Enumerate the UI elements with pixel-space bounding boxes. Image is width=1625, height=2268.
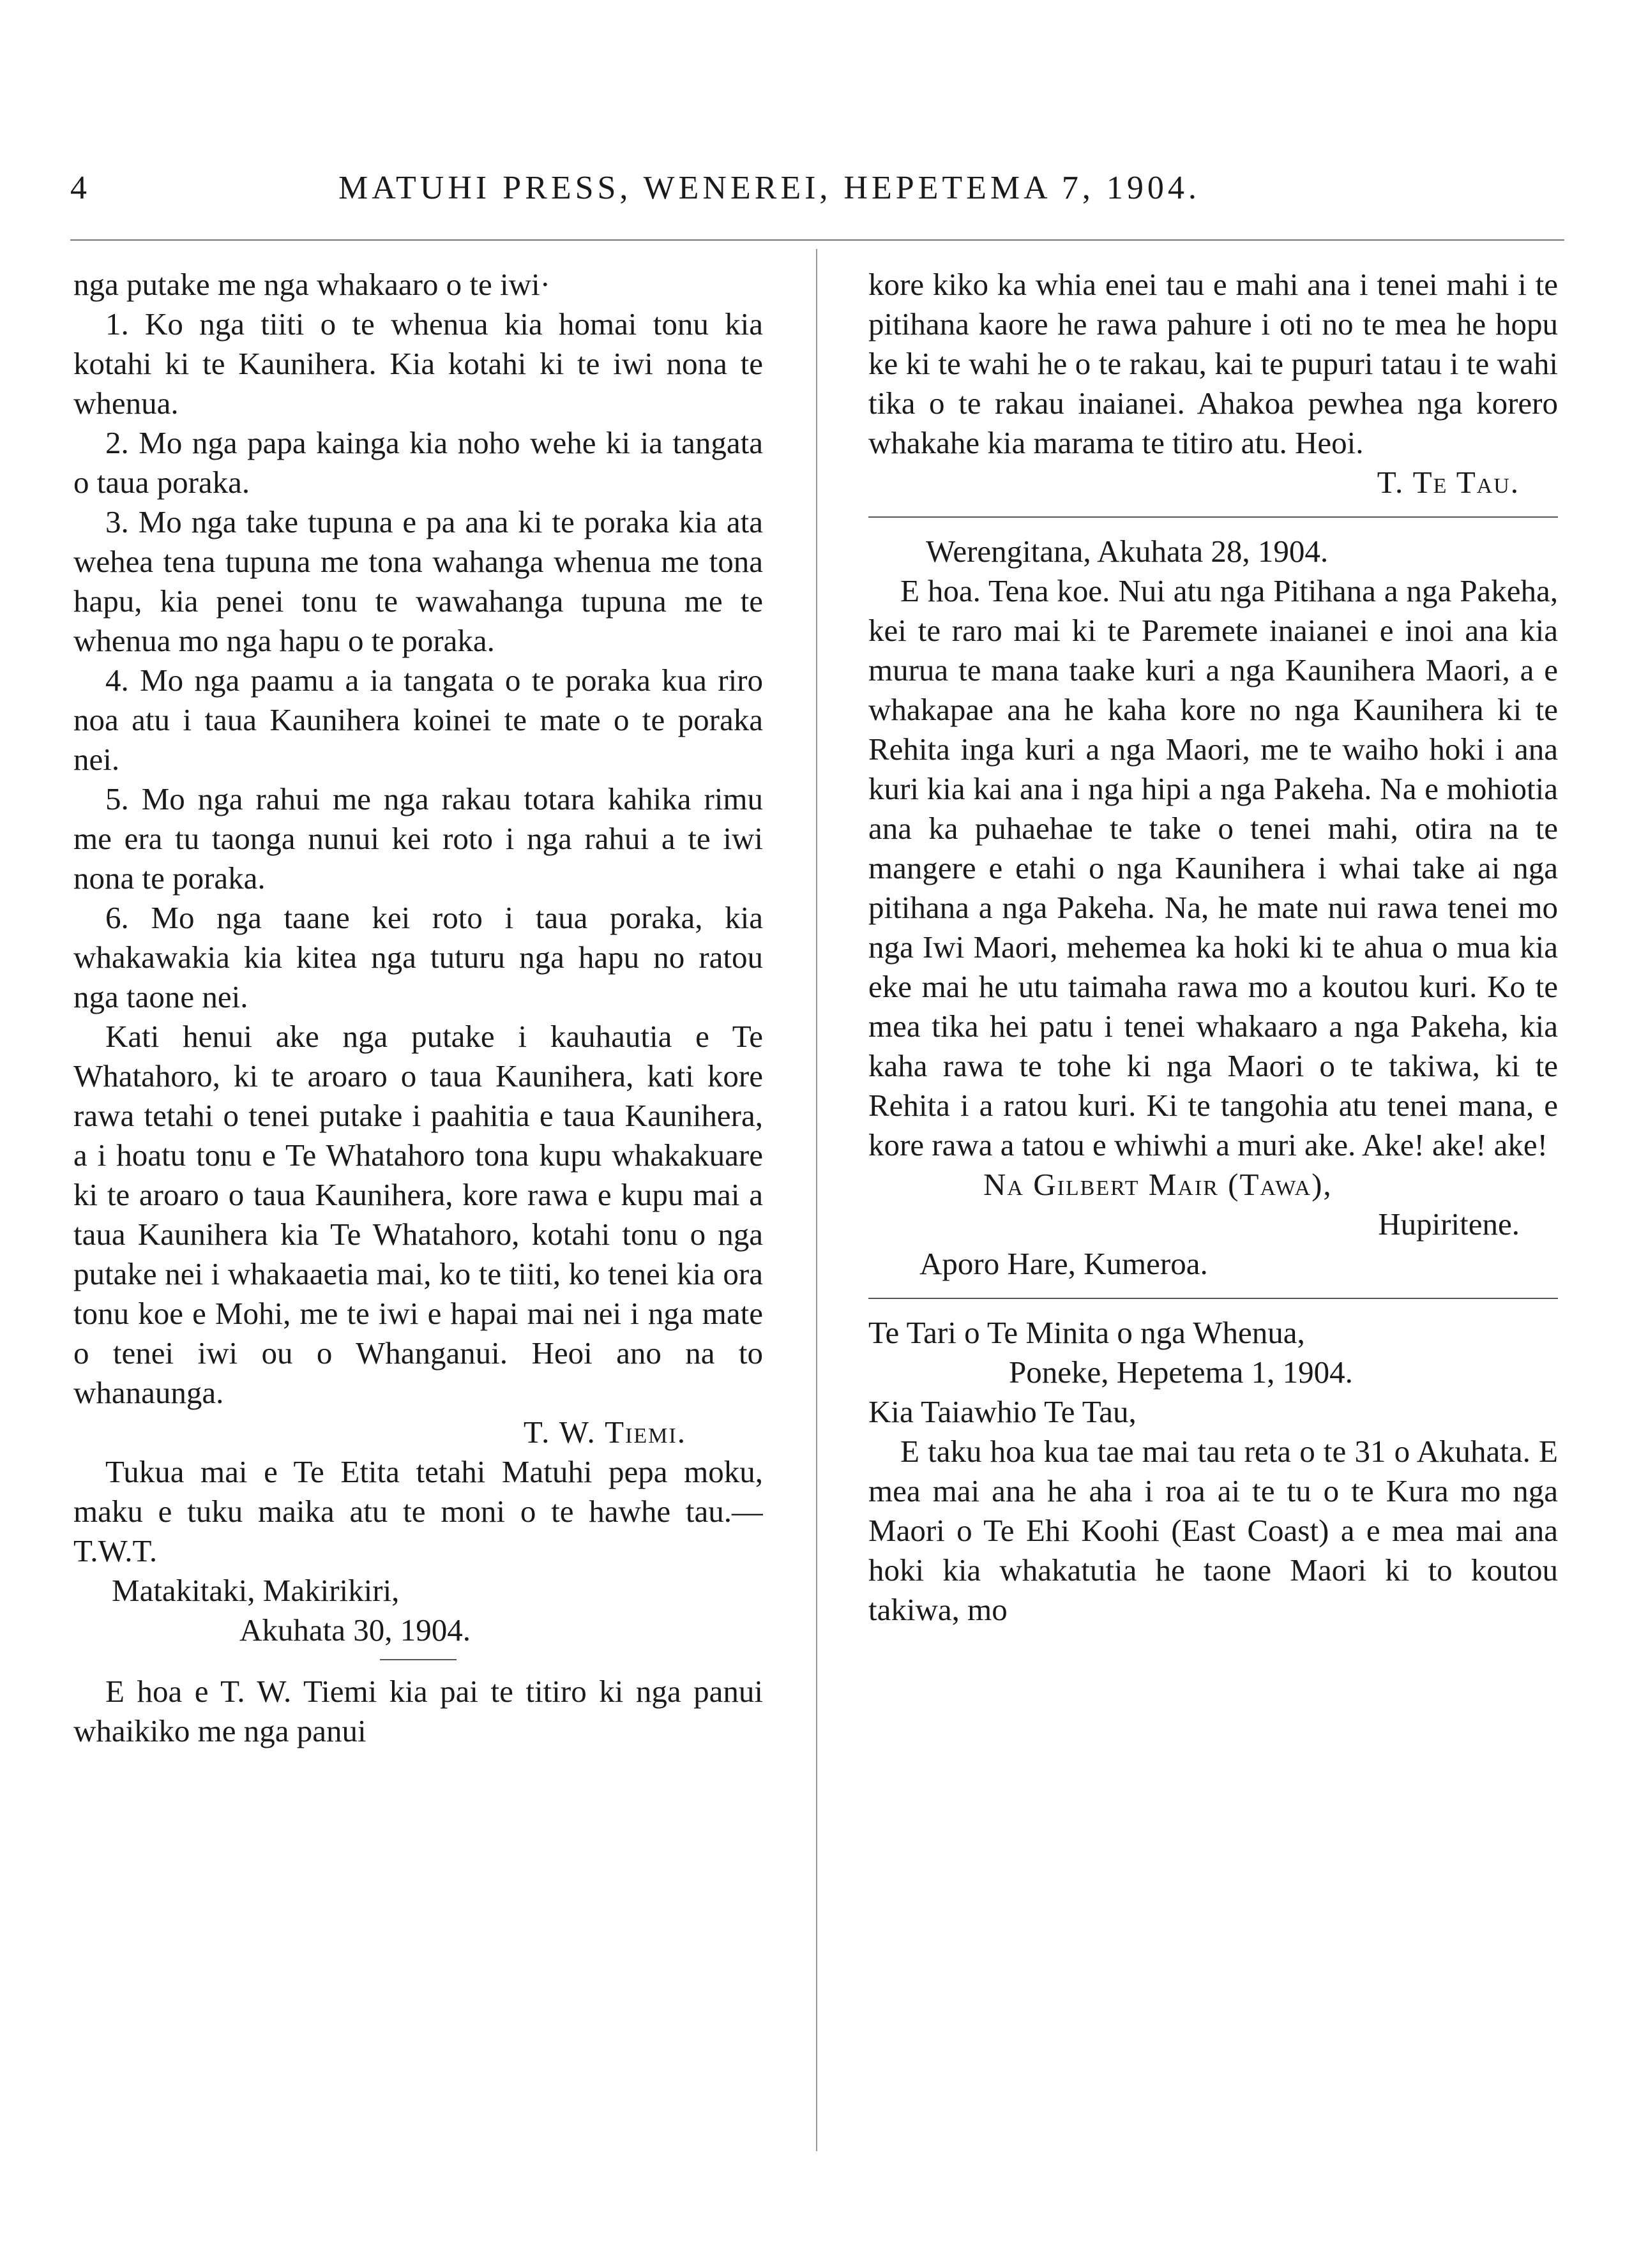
next-letter-start: E hoa e T. W. Tiemi kia pai te titiro ki nga panui whaikiko me nga panui [73, 1674, 763, 1748]
salutation: Kia Taiawhio Te Tau, [868, 1394, 1137, 1429]
left-column [73, 265, 763, 2212]
address-date-line: Poneke, Hepetema 1, 1904. [1009, 1355, 1353, 1390]
right-column [868, 265, 1558, 2212]
running-head-title: MATUHI PRESS, WENEREI, HEPETEMA 7, 1904. [338, 170, 1200, 206]
section-divider [868, 1298, 1558, 1299]
letter-body: Kati henui ake nga putake i kauhautia e Te Whatahoro, ki te aroaro o taua Kaunihera, kati kore rawa tetahi o tenei putake i paahitia e taua Kaunihera, a i hoatu tonu e Te Whatahoro tona kupu whakakuare ki te aroaro o taua Kaunihera, kore rawa e kupu mai a taua Kaunihera kia Te Whatahoro, kotahi tonu o nga putake nei i whakaaetia mai, ko te tiiti, ko tenei kia ora tonu koe e Mohi, me te iwi e hapai mai nei i nga mate o tenei iwi ou o Whanganui. Heoi ano na to whanaunga. [73, 1019, 763, 1410]
list-item: 5. Mo nga rahui me nga rakau totara kahika rimu me era tu taonga nunui kei roto i nga rahui a te iwi nona te poraka. [73, 781, 763, 896]
date-line: Akuhata 30, 1904. [239, 1612, 471, 1648]
opening-line: nga putake me nga whakaaro o te iwi· [73, 267, 550, 302]
signature: T. W. Tiemi. [523, 1415, 686, 1450]
short-divider [380, 1659, 457, 1660]
list-item: 3. Mo nga take tupuna e pa ana ki te poraka kia ata wehea tena tupuna me tona wahanga whenua me tona hapu, kia penei tonu te wawahanga tupuna me te whenua mo nga hapu o te poraka. [73, 504, 763, 658]
header-rule [70, 239, 1564, 241]
page-header [70, 169, 1564, 227]
letter-body: E hoa. Tena koe. Nui atu nga Pitihana a nga Pakeha, kei te raro mai ki te Paremete inaianei e inoi ana kia murua te mana taake kuri a nga Kaunihera Maori, a e whakapae ana he kaha kore no nga Kaunihera ki te Rehita inga kuri a nga Maori, me te waiho hoki i ana kuri kia kai ana i nga hipi a nga Pakeha. Na e mohiotia ana ka puhaehae te take o tenei mahi, otira na te mangere e etahi o nga Kaunihera i whai take ai nga pitihana a nga Pakeha. Na, he mate nui rawa tenei mo nga Iwi Maori, mehemea ka hoki ki te ahua o mua kia eke mai he utu taimaha rawa mo a koutou kuri. Ko te mea tika hei patu i tenei whakaaro a nga Pakeha, kia kaha rawa te tohe ki nga Maori o te takiwa, ki te Rehita i a ratou kuri. Ki te tangohia atu tenei mana, e kore rawa a tatou e whiwhi a muri ake. Ake! ake! ake! [868, 573, 1558, 1162]
signature-title: Hupiritene. [1378, 1206, 1520, 1242]
list-item: 4. Mo nga paamu a ia tangata o te poraka kua riro noa atu i taua Kaunihera koinei te mate o te poraka nei. [73, 663, 763, 777]
letter-dateline: Werengitana, Akuhata 28, 1904. [926, 534, 1329, 569]
recipient-line: Aporo Hare, Kumeroa. [919, 1246, 1208, 1281]
column-separator [816, 249, 817, 2151]
signature: Na Gilbert Mair (Tawa), [983, 1167, 1333, 1202]
letter-body: E taku hoa kua tae mai tau reta o te 31 o Akuhata. E mea mai ana he aha i roa ai te tu o te Kura mo nga Maori o Te Ehi Koohi (East Coast) a e mea mai ana hoki kia whakatutia he taone Maori ki to koutou takiwa, mo [868, 1434, 1558, 1627]
section-divider [868, 516, 1558, 518]
address-line: Te Tari o Te Minita o nga Whenua, [868, 1315, 1305, 1350]
list-item: 1. Ko nga tiiti o te whenua kia homai tonu kia kotahi ki te Kaunihera. Kia kotahi ki te iwi nona te whenua. [73, 306, 763, 421]
page-number: 4 [70, 170, 87, 206]
continuation-text: kore kiko ka whia enei tau e mahi ana i tenei mahi i te pitihana kaore he rawa pahure i oti no te mea he hopu ke ki te wahi he o te rakau, kai te pupuri tatau i te wahi tika o te rakau inaianei. Ahakoa pewhea nga korero whakahe kia marama te titiro atu. Heoi. [868, 267, 1558, 460]
list-item: 6. Mo nga taane kei roto i taua poraka, kia whakawakia kia kitea nga tuturu nga hapu no ratou nga taone nei. [73, 900, 763, 1014]
postscript: Tukua mai e Te Etita tetahi Matuhi pepa moku, maku e tuku maika atu te moni o te hawhe tau.—T.W.T. [73, 1454, 763, 1568]
place-line: Matakitaki, Makirikiri, [112, 1573, 400, 1608]
list-item: 2. Mo nga papa kainga kia noho wehe ki ia tangata o taua poraka. [73, 425, 763, 500]
signature: T. Te Tau. [1377, 465, 1520, 500]
